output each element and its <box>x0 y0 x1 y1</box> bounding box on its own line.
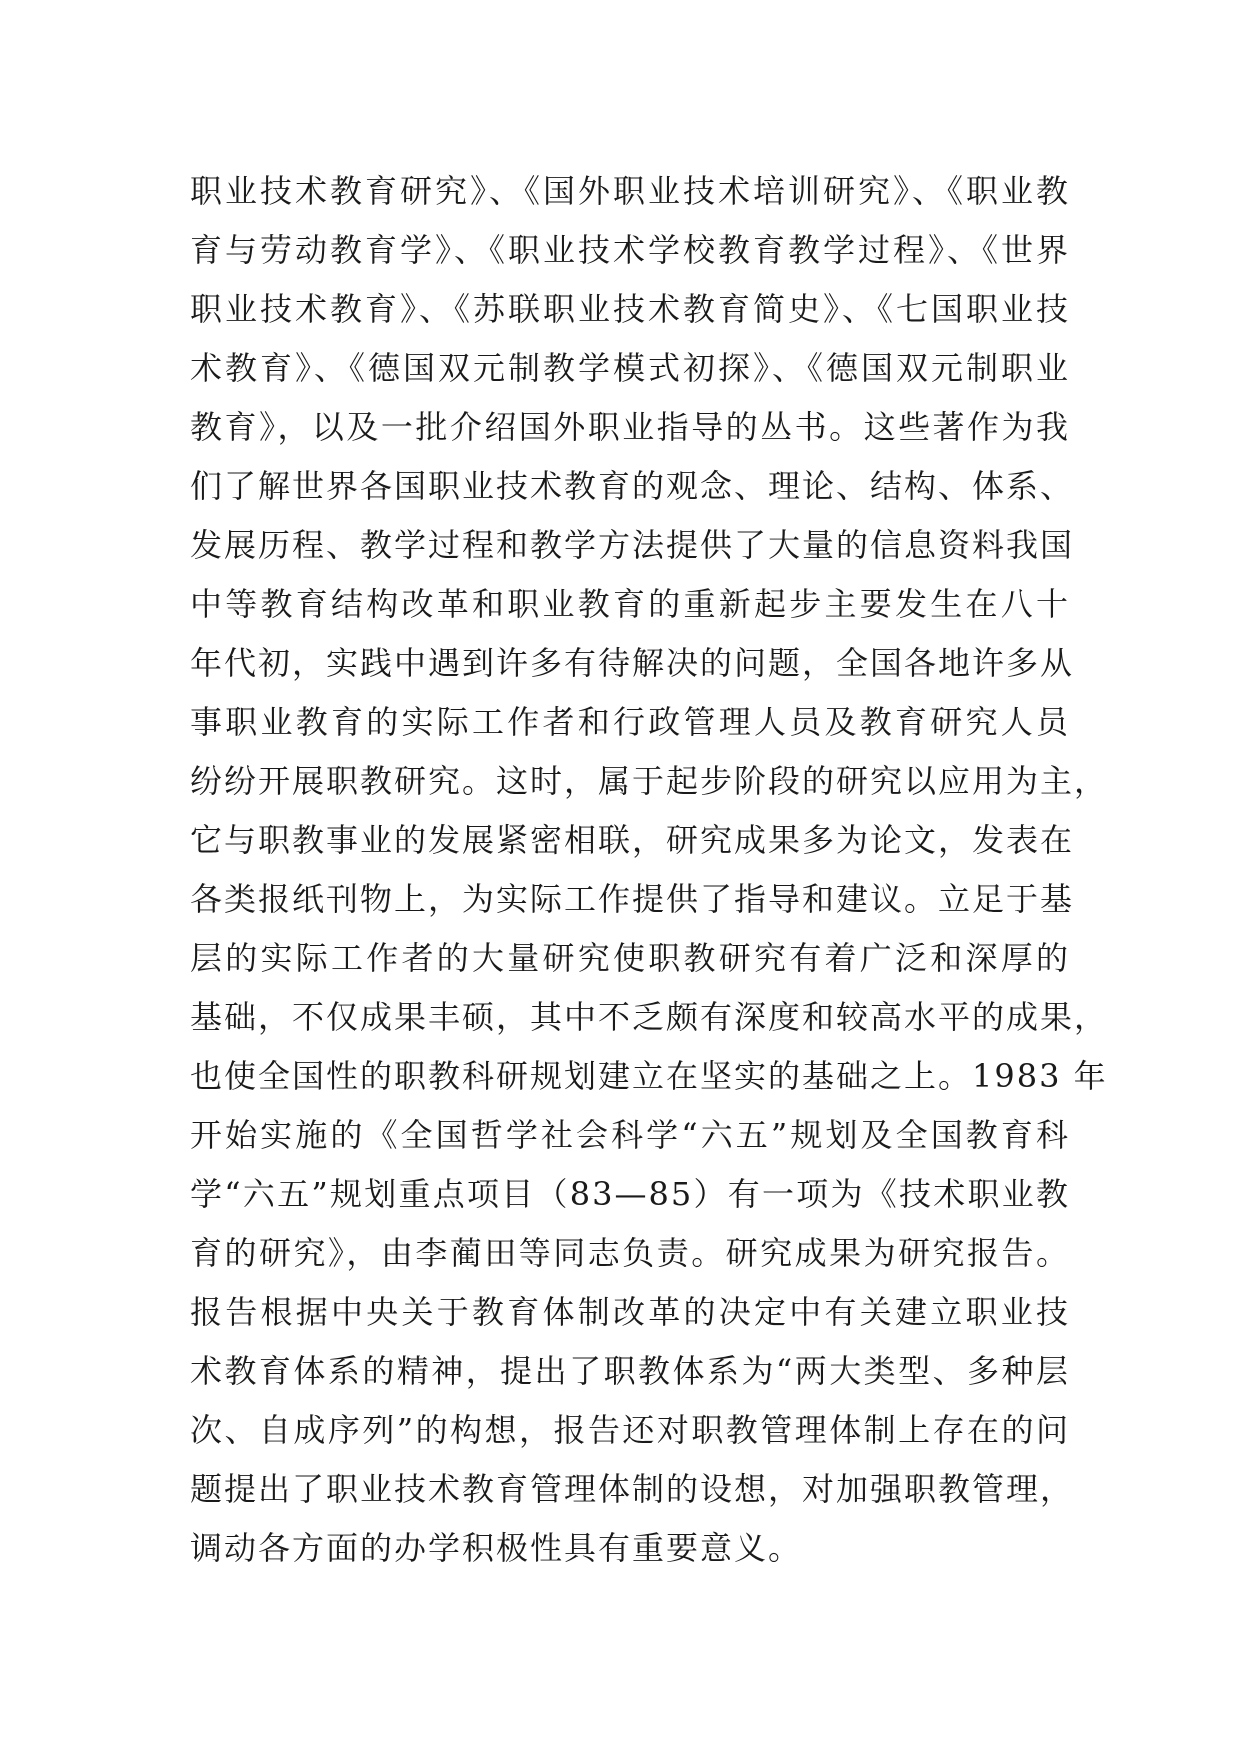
text-line: 题提出了职业技术教育管理体制的设想，对加强职教管理， <box>190 1470 1075 1508</box>
text-line: 职业技术教育研究》、《国外职业技术培训研究》、《职业教 <box>190 172 1070 210</box>
text-line: 中等教育结构改革和职业教育的重新起步主要发生在八十 <box>190 585 1070 623</box>
text-line: 育与劳动教育学》、《职业技术学校教育教学过程》、《世界 <box>190 231 1070 269</box>
text-line: 事职业教育的实际工作者和行政管理人员及教育研究人员 <box>190 703 1070 741</box>
text-line: 教育》，以及一批介绍国外职业指导的丛书。这些著作为我 <box>190 408 1070 446</box>
text-line: 它与职教事业的发展紧密相联，研究成果多为论文，发表在 <box>190 821 1075 859</box>
text-line: 术教育》、《德国双元制教学模式初探》、《德国双元制职业 <box>190 349 1070 387</box>
text-line: 们了解世界各国职业技术教育的观念、理论、结构、体系、 <box>190 467 1075 505</box>
body-text <box>190 162 1109 1578</box>
text-line: 报告根据中央关于教育体制改革的决定中有关建立职业技 <box>190 1293 1070 1331</box>
text-line: 发展历程、教学过程和教学方法提供了大量的信息资料我国 <box>190 526 1075 564</box>
text-line: 术教育体系的精神，提出了职教体系为“两大类型、多种层 <box>190 1352 1070 1390</box>
text-line: 调动各方面的办学积极性具有重要意义。 <box>190 1529 803 1567</box>
text-line: 年代初，实践中遇到许多有待解决的问题，全国各地许多从 <box>190 644 1075 682</box>
text-line: 开始实施的《全国哲学社会科学“六五”规划及全国教育科 <box>190 1116 1070 1154</box>
text-line: 学“六五”规划重点项目（83—85）有一项为《技术职业教 <box>190 1175 1070 1213</box>
text-line: 各类报纸刊物上，为实际工作提供了指导和建议。立足于基 <box>190 880 1075 918</box>
text-line: 次、自成序列”的构想，报告还对职教管理体制上存在的问 <box>190 1411 1070 1449</box>
text-line: 基础，不仅成果丰硕，其中不乏颇有深度和较高水平的成果， <box>190 998 1109 1036</box>
text-line: 层的实际工作者的大量研究使职教研究有着广泛和深厚的 <box>190 939 1070 977</box>
text-line: 职业技术教育》、《苏联职业技术教育简史》、《七国职业技 <box>190 290 1070 328</box>
text-line: 也使全国性的职教科研规划建立在坚实的基础之上。1983 年 <box>190 1057 1108 1095</box>
text-line: 育的研究》，由李蔺田等同志负责。研究成果为研究报告。 <box>190 1234 1070 1272</box>
text-line: 纷纷开展职教研究。这时，属于起步阶段的研究以应用为主， <box>190 762 1109 800</box>
